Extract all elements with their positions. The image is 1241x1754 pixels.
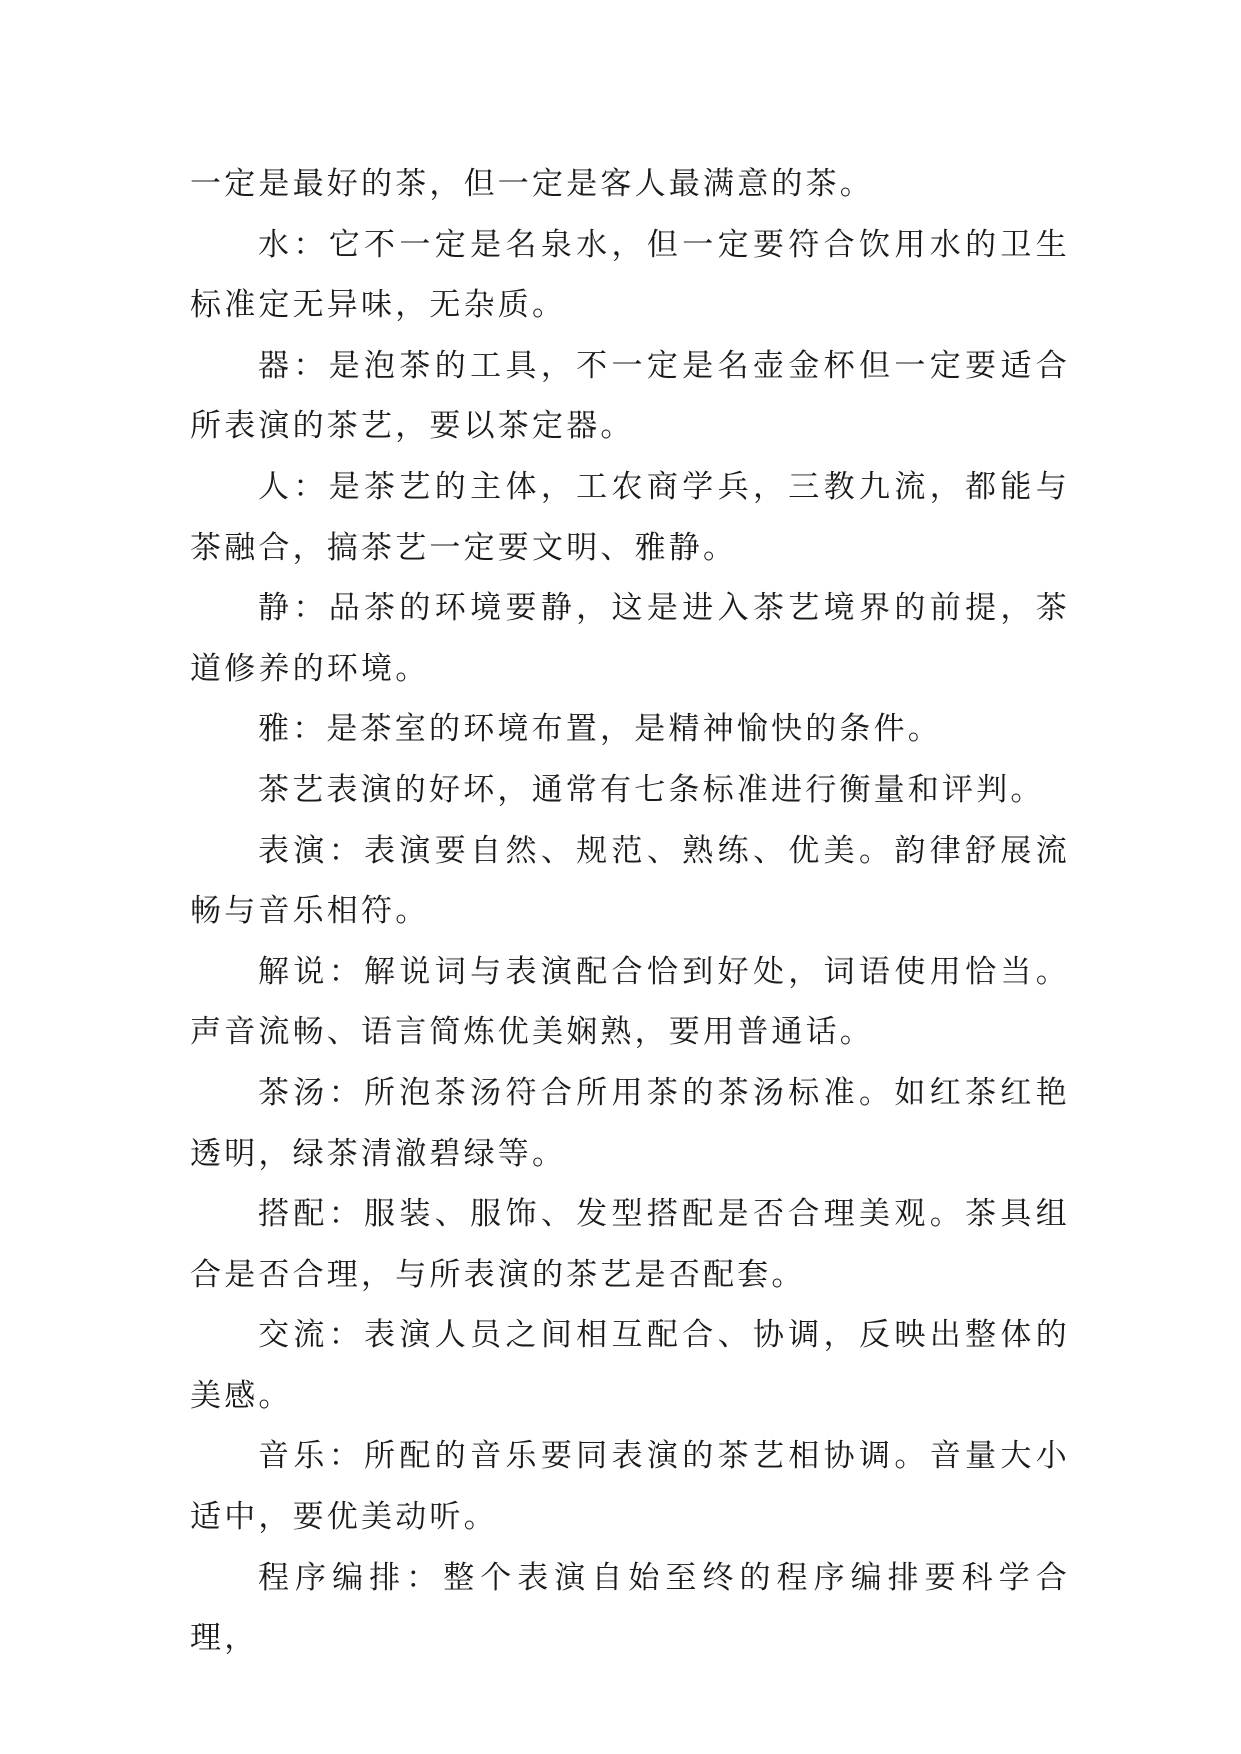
- paragraph-quiet: 静：品茶的环境要静，这是进入茶艺境界的前提，茶道修养的环境。: [190, 590, 1070, 687]
- paragraph-continuation: 一定是最好的茶，但一定是客人最满意的茶。: [190, 166, 874, 202]
- paragraph-program-arrangement: 程序编排：整个表演自始至终的程序编排要科学合理，: [190, 1559, 1070, 1657]
- paragraph-water: 水：它不一定是名泉水，但一定要符合饮用水的卫生标准定无异味，无杂质。: [190, 226, 1070, 324]
- paragraph-performance: 表演：表演要自然、规范、熟练、优美。韵律舒展流畅与音乐相符。: [190, 832, 1070, 930]
- paragraph-narration: 解说：解说词与表演配合恰到好处，词语使用恰当。声音流畅、语言简炼优美娴熟，要用普通话。: [190, 953, 1070, 1051]
- paragraph-communication: 交流：表演人员之间相互配合、协调，反映出整体的美感。: [190, 1317, 1070, 1414]
- paragraph-seven-standards: 茶艺表演的好坏，通常有七条标准进行衡量和评判。: [258, 771, 1045, 808]
- paragraph-coordination: 搭配：服装、服饰、发型搭配是否合理美观。茶具组合是否合理，与所表演的茶艺是否配套。: [190, 1196, 1070, 1293]
- paragraph-tea-liquor: 茶汤：所泡茶汤符合所用茶的茶汤标准。如红茶红艳透明，绿茶清澈碧绿等。: [190, 1074, 1070, 1172]
- paragraph-elegance: 雅：是茶室的环境布置，是精神愉快的条件。: [258, 711, 942, 748]
- paragraph-people: 人：是茶艺的主体，工农商学兵，三教九流，都能与茶融合，搞茶艺一定要文明、雅静。: [190, 468, 1070, 566]
- paragraph-music: 音乐：所配的音乐要同表演的茶艺相协调。音量大小适中，要优美动听。: [190, 1438, 1070, 1536]
- paragraph-utensils: 器：是泡茶的工具，不一定是名壶金杯但一定要适合所表演的茶艺，要以茶定器。: [190, 347, 1070, 445]
- body-text: [190, 154, 1070, 1669]
